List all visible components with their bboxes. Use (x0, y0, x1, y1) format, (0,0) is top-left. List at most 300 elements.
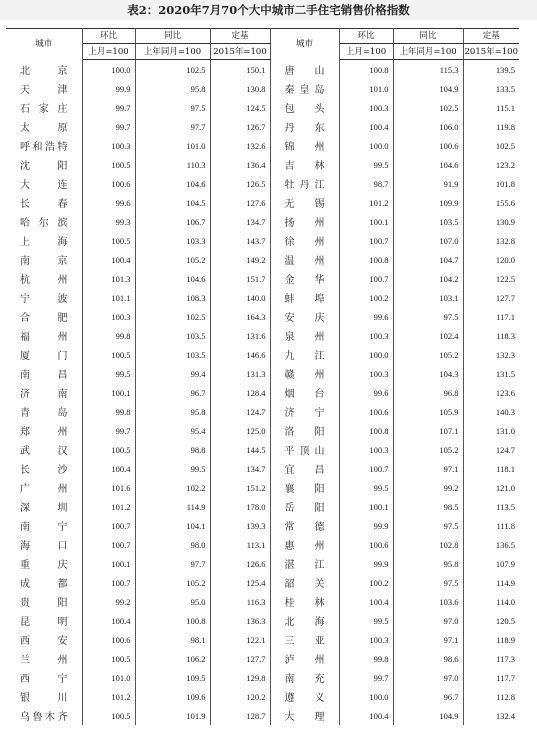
yoy-value: 107.0 (393, 231, 463, 250)
yoy-value: 97.0 (393, 668, 463, 687)
table-row (6, 231, 519, 250)
yoy-value: 103.3 (135, 231, 210, 250)
table-row (6, 554, 519, 573)
table-row (6, 611, 519, 630)
yoy-value: 103.5 (135, 326, 210, 345)
fixed-value: 131.6 (210, 326, 270, 345)
price-index-table-container (6, 28, 519, 725)
city-name: 赣州 (270, 364, 339, 383)
mom-value: 100.5 (82, 440, 135, 459)
city-name: 南充 (270, 668, 339, 687)
header-mom-right: 环比 (339, 29, 393, 44)
mom-value: 100.7 (82, 573, 135, 592)
yoy-value: 91.9 (393, 174, 463, 193)
fixed-value: 134.7 (210, 212, 270, 231)
city-name: 银川 (6, 687, 82, 706)
yoy-value: 96.8 (393, 383, 463, 402)
mom-value: 99.3 (82, 212, 135, 231)
mom-value: 100.1 (82, 554, 135, 573)
table-row (6, 136, 519, 155)
mom-value: 101.0 (82, 668, 135, 687)
mom-value: 100.6 (339, 535, 393, 554)
yoy-value: 102.4 (393, 326, 463, 345)
fixed-value: 131.0 (495, 425, 515, 436)
fixed-value: 115.1 (496, 102, 515, 113)
fixed-value: 127.7 (210, 649, 270, 668)
city-name: 重庆 (6, 554, 82, 573)
city-name: 蚌埠 (270, 288, 339, 307)
mom-value: 100.4 (82, 459, 135, 478)
city-name: 西安 (6, 630, 82, 649)
fixed-value: 143.7 (210, 231, 270, 250)
yoy-value: 97.7 (135, 554, 210, 573)
table-title: 表2：2020年7月70个大中城市二手住宅销售价格指数 (0, 0, 537, 20)
fixed-value: 111.8 (496, 520, 515, 531)
table-row (6, 535, 519, 554)
fixed-value: 124.5 (210, 98, 270, 117)
fixed-value: 112.8 (496, 691, 515, 702)
city-name: 长沙 (6, 459, 82, 478)
city-name: 天津 (6, 79, 82, 98)
yoy-value: 98.8 (135, 440, 210, 459)
city-name: 牡丹江 (270, 174, 339, 193)
table-row (6, 440, 519, 459)
city-name: 南昌 (6, 364, 82, 383)
mom-value: 100.1 (339, 212, 393, 231)
fixed-value: 118.3 (496, 330, 515, 341)
yoy-value: 95.0 (135, 592, 210, 611)
fixed-value: 132.6 (210, 136, 270, 155)
fixed-value: 151.2 (210, 478, 270, 497)
fixed-value: 127.7 (495, 292, 515, 303)
yoy-value: 97.7 (135, 117, 210, 136)
table-row (6, 117, 519, 136)
fixed-value: 155.6 (495, 197, 515, 208)
table-row (6, 345, 519, 364)
yoy-value: 99.2 (393, 478, 463, 497)
city-name: 泸州 (270, 649, 339, 668)
yoy-value: 99.5 (135, 459, 210, 478)
city-name: 温州 (270, 250, 339, 269)
yoy-value: 101.0 (135, 136, 210, 155)
city-name: 大连 (6, 174, 82, 193)
yoy-value: 97.5 (393, 573, 463, 592)
mom-value: 99.5 (339, 155, 393, 174)
fixed-value: 136.5 (495, 539, 515, 550)
mom-value: 100.5 (82, 706, 135, 725)
fixed-value: 140.3 (495, 406, 515, 417)
city-name: 太原 (6, 117, 82, 136)
fixed-value: 139.5 (495, 64, 515, 75)
city-name: 北海 (270, 611, 339, 630)
table-row (6, 630, 519, 649)
yoy-value: 95.8 (135, 402, 210, 421)
yoy-value: 102.5 (393, 98, 463, 117)
city-name: 福州 (6, 326, 82, 345)
table-row (6, 326, 519, 345)
mom-value: 100.4 (339, 706, 393, 725)
mom-value: 99.7 (82, 98, 135, 117)
yoy-value: 100.6 (393, 136, 463, 155)
yoy-value: 114.9 (135, 497, 210, 516)
city-name: 平顶山 (270, 440, 339, 459)
mom-value: 100.0 (339, 345, 393, 364)
yoy-value: 115.3 (393, 60, 463, 80)
header-fixed-base-left: 2015年=100 (210, 44, 270, 60)
table-row (6, 478, 519, 497)
mom-value: 100.2 (339, 573, 393, 592)
yoy-value: 102.5 (135, 307, 210, 326)
mom-value: 100.8 (339, 250, 393, 269)
table-row (6, 174, 519, 193)
mom-value: 101.6 (82, 478, 135, 497)
fixed-value: 140.0 (210, 288, 270, 307)
city-name: 三亚 (270, 630, 339, 649)
yoy-value: 109.9 (393, 193, 463, 212)
fixed-value: 114.9 (496, 577, 515, 588)
fixed-value: 131.3 (210, 364, 270, 383)
mom-value: 99.8 (82, 326, 135, 345)
mom-value: 99.7 (339, 668, 393, 687)
city-name: 武汉 (6, 440, 82, 459)
fixed-value: 150.1 (210, 60, 270, 80)
table-row (6, 516, 519, 535)
yoy-value: 104.9 (393, 79, 463, 98)
fixed-value: 123.2 (495, 159, 515, 170)
city-name: 大理 (270, 706, 339, 725)
fixed-value: 178.0 (210, 497, 270, 516)
mom-value: 99.6 (339, 383, 393, 402)
yoy-value: 102.2 (135, 478, 210, 497)
city-name: 杭州 (6, 269, 82, 288)
yoy-value: 98.0 (135, 535, 210, 554)
mom-value: 100.6 (82, 630, 135, 649)
table-row (6, 155, 519, 174)
yoy-value: 98.6 (393, 649, 463, 668)
mom-value: 99.9 (82, 79, 135, 98)
fixed-value: 164.3 (210, 307, 270, 326)
table-row (6, 193, 519, 212)
table-row (6, 592, 519, 611)
table-header (6, 29, 519, 60)
fixed-value: 146.6 (210, 345, 270, 364)
mom-value: 101.1 (82, 288, 135, 307)
city-name: 广州 (6, 478, 82, 497)
city-name: 宜昌 (270, 459, 339, 478)
city-name: 青岛 (6, 402, 82, 421)
city-name: 海口 (6, 535, 82, 554)
yoy-value: 104.6 (135, 174, 210, 193)
mom-value: 100.3 (339, 98, 393, 117)
mom-value: 101.3 (82, 269, 135, 288)
mom-value: 100.4 (82, 611, 135, 630)
yoy-value: 100.8 (135, 611, 210, 630)
table-row (6, 497, 519, 516)
mom-value: 101.2 (339, 193, 393, 212)
fixed-value: 117.7 (496, 672, 515, 683)
header-fixed-right: 定基 (463, 29, 519, 44)
mom-value: 100.7 (339, 269, 393, 288)
yoy-value: 101.9 (135, 706, 210, 725)
table-row (6, 459, 519, 478)
fixed-value: 139.3 (210, 516, 270, 535)
yoy-value: 110.3 (135, 155, 210, 174)
mom-value: 100.3 (339, 440, 393, 459)
table-row (6, 668, 519, 687)
fixed-value: 116.3 (210, 592, 270, 611)
mom-value: 99.2 (82, 592, 135, 611)
city-name: 安庆 (270, 307, 339, 326)
table-row (6, 250, 519, 269)
header-fixed-base-right: 2015年=100 (463, 44, 519, 60)
city-name: 兰州 (6, 649, 82, 668)
yoy-value: 97.5 (393, 516, 463, 535)
yoy-value: 106.0 (393, 117, 463, 136)
fixed-value: 134.7 (210, 459, 270, 478)
mom-value: 100.0 (82, 60, 135, 80)
header-mom-left: 环比 (82, 29, 135, 44)
fixed-value: 136.3 (210, 611, 270, 630)
fixed-value: 133.5 (495, 83, 515, 94)
fixed-value: 117.1 (496, 311, 515, 322)
fixed-value: 126.5 (210, 174, 270, 193)
city-name: 扬州 (270, 212, 339, 231)
city-name: 呼和浩特 (6, 136, 82, 155)
mom-value: 100.2 (339, 288, 393, 307)
fixed-value: 132.3 (495, 349, 515, 360)
table-row (6, 573, 519, 592)
yoy-value: 104.5 (135, 193, 210, 212)
yoy-value: 104.6 (135, 269, 210, 288)
yoy-value: 103.5 (135, 345, 210, 364)
mom-value: 100.0 (339, 136, 393, 155)
city-name: 秦皇岛 (270, 79, 339, 98)
fixed-value: 132.8 (495, 235, 515, 246)
table-row (6, 687, 519, 706)
mom-value: 100.6 (339, 402, 393, 421)
mom-value: 99.5 (339, 478, 393, 497)
mom-value: 99.5 (339, 611, 393, 630)
yoy-value: 107.1 (393, 421, 463, 440)
fixed-value: 129.8 (210, 668, 270, 687)
mom-value: 100.1 (82, 383, 135, 402)
city-name: 南京 (6, 250, 82, 269)
city-name: 济宁 (270, 402, 339, 421)
yoy-value: 105.2 (393, 345, 463, 364)
yoy-value: 97.5 (135, 98, 210, 117)
fixed-value: 122.1 (210, 630, 270, 649)
mom-value: 100.5 (82, 649, 135, 668)
city-name: 丹东 (270, 117, 339, 136)
mom-value: 99.6 (339, 307, 393, 326)
fixed-value: 144.5 (210, 440, 270, 459)
mom-value: 100.3 (339, 326, 393, 345)
city-name: 石家庄 (6, 98, 82, 117)
mom-value: 100.7 (82, 535, 135, 554)
table-row (6, 212, 519, 231)
city-name: 沈阳 (6, 155, 82, 174)
mom-value: 100.8 (339, 421, 393, 440)
mom-value: 100.0 (339, 687, 393, 706)
city-name: 长春 (6, 193, 82, 212)
mom-value: 99.5 (82, 364, 135, 383)
yoy-value: 105.2 (135, 250, 210, 269)
fixed-value: 124.7 (495, 444, 515, 455)
city-name: 乌鲁木齐 (6, 706, 82, 725)
city-name: 常德 (270, 516, 339, 535)
yoy-value: 109.6 (135, 687, 210, 706)
yoy-value: 95.8 (135, 79, 210, 98)
yoy-value: 96.7 (393, 687, 463, 706)
yoy-value: 106.7 (135, 212, 210, 231)
fixed-value: 118.9 (496, 634, 515, 645)
fixed-value: 132.4 (495, 710, 515, 721)
mom-value: 100.3 (82, 136, 135, 155)
yoy-value: 104.1 (135, 516, 210, 535)
fixed-value: 130.9 (495, 216, 515, 227)
city-name: 厦门 (6, 345, 82, 364)
city-name: 成都 (6, 573, 82, 592)
mom-value: 100.5 (82, 155, 135, 174)
fixed-value: 123.6 (495, 387, 515, 398)
city-name: 郑州 (6, 421, 82, 440)
fixed-value: 151.7 (210, 269, 270, 288)
fixed-value: 128.4 (210, 383, 270, 402)
fixed-value: 128.7 (210, 706, 270, 725)
fixed-value: 131.5 (495, 368, 515, 379)
yoy-value: 98.1 (135, 630, 210, 649)
table-row (6, 307, 519, 326)
fixed-value: 121.0 (495, 482, 515, 493)
mom-value: 99.6 (82, 193, 135, 212)
table-row (6, 383, 519, 402)
fixed-value: 125.4 (210, 573, 270, 592)
mom-value: 100.3 (339, 364, 393, 383)
fixed-value: 126.6 (210, 554, 270, 573)
fixed-value: 113.1 (210, 535, 270, 554)
city-name: 韶关 (270, 573, 339, 592)
yoy-value: 102.8 (393, 535, 463, 554)
price-index-table (6, 28, 519, 725)
table-row (6, 649, 519, 668)
header-mom-base-left: 上月=100 (82, 44, 135, 60)
fixed-value: 101.8 (495, 178, 515, 189)
mom-value: 99.7 (82, 421, 135, 440)
fixed-value: 120.5 (495, 615, 515, 626)
city-name: 上海 (6, 231, 82, 250)
mom-value: 100.4 (82, 250, 135, 269)
yoy-value: 99.4 (135, 364, 210, 383)
header-yoy-base-right: 上年同月=100 (393, 44, 463, 60)
mom-value: 100.6 (82, 174, 135, 193)
city-name: 烟台 (270, 383, 339, 402)
header-city-left: 城市 (6, 29, 82, 60)
mom-value: 100.8 (339, 60, 393, 80)
city-name: 济南 (6, 383, 82, 402)
mom-value: 98.7 (339, 174, 393, 193)
city-name: 无锡 (270, 193, 339, 212)
table-row (6, 402, 519, 421)
header-yoy-left: 同比 (135, 29, 210, 44)
city-name: 遵义 (270, 687, 339, 706)
table-row (6, 79, 519, 98)
yoy-value: 108.3 (135, 288, 210, 307)
header-fixed-left: 定基 (210, 29, 270, 44)
yoy-value: 96.7 (135, 383, 210, 402)
mom-value: 99.8 (339, 649, 393, 668)
yoy-value: 104.2 (393, 269, 463, 288)
city-name: 唐山 (270, 60, 339, 80)
mom-value: 100.5 (82, 231, 135, 250)
yoy-value: 97.0 (393, 611, 463, 630)
mom-value: 100.3 (339, 630, 393, 649)
fixed-value: 113.5 (496, 501, 515, 512)
yoy-value: 109.5 (135, 668, 210, 687)
city-name: 吉林 (270, 155, 339, 174)
yoy-value: 97.1 (393, 630, 463, 649)
city-name: 宁波 (6, 288, 82, 307)
city-name: 贵阳 (6, 592, 82, 611)
table-row (6, 60, 519, 80)
yoy-value: 95.8 (393, 554, 463, 573)
city-name: 深圳 (6, 497, 82, 516)
mom-value: 100.7 (82, 516, 135, 535)
mom-value: 100.1 (339, 497, 393, 516)
yoy-value: 103.5 (393, 212, 463, 231)
city-name: 洛阳 (270, 421, 339, 440)
city-name: 合肥 (6, 307, 82, 326)
yoy-value: 102.5 (135, 60, 210, 80)
mom-value: 99.9 (339, 516, 393, 535)
yoy-value: 105.2 (135, 573, 210, 592)
mom-value: 101.2 (82, 687, 135, 706)
fixed-value: 120.0 (495, 254, 515, 265)
yoy-value: 104.7 (393, 250, 463, 269)
fixed-value: 127.6 (210, 193, 270, 212)
yoy-value: 104.6 (393, 155, 463, 174)
mom-value: 100.4 (339, 592, 393, 611)
header-yoy-base-left: 上年同月=100 (135, 44, 210, 60)
yoy-value: 106.2 (135, 649, 210, 668)
city-name: 惠州 (270, 535, 339, 554)
table-row (6, 269, 519, 288)
fixed-value: 136.4 (210, 155, 270, 174)
yoy-value: 105.9 (393, 402, 463, 421)
yoy-value: 105.2 (393, 440, 463, 459)
mom-value: 101.0 (339, 79, 393, 98)
city-name: 西宁 (6, 668, 82, 687)
mom-value: 100.7 (339, 231, 393, 250)
mom-value: 101.2 (82, 497, 135, 516)
fixed-value: 114.0 (496, 596, 515, 607)
table-row (6, 706, 519, 725)
fixed-value: 120.2 (210, 687, 270, 706)
city-name: 昆明 (6, 611, 82, 630)
yoy-value: 104.3 (393, 364, 463, 383)
city-name: 桂林 (270, 592, 339, 611)
header-mom-base-right: 上月=100 (339, 44, 393, 60)
fixed-value: 102.5 (495, 140, 515, 151)
city-name: 徐州 (270, 231, 339, 250)
fixed-value: 107.9 (495, 558, 515, 569)
fixed-value: 117.3 (496, 653, 515, 664)
yoy-value: 103.1 (393, 288, 463, 307)
fixed-value: 119.8 (496, 121, 515, 132)
yoy-value: 103.6 (393, 592, 463, 611)
header-city-right: 城市 (270, 29, 339, 60)
mom-value: 100.4 (339, 117, 393, 136)
yoy-value: 98.5 (393, 497, 463, 516)
